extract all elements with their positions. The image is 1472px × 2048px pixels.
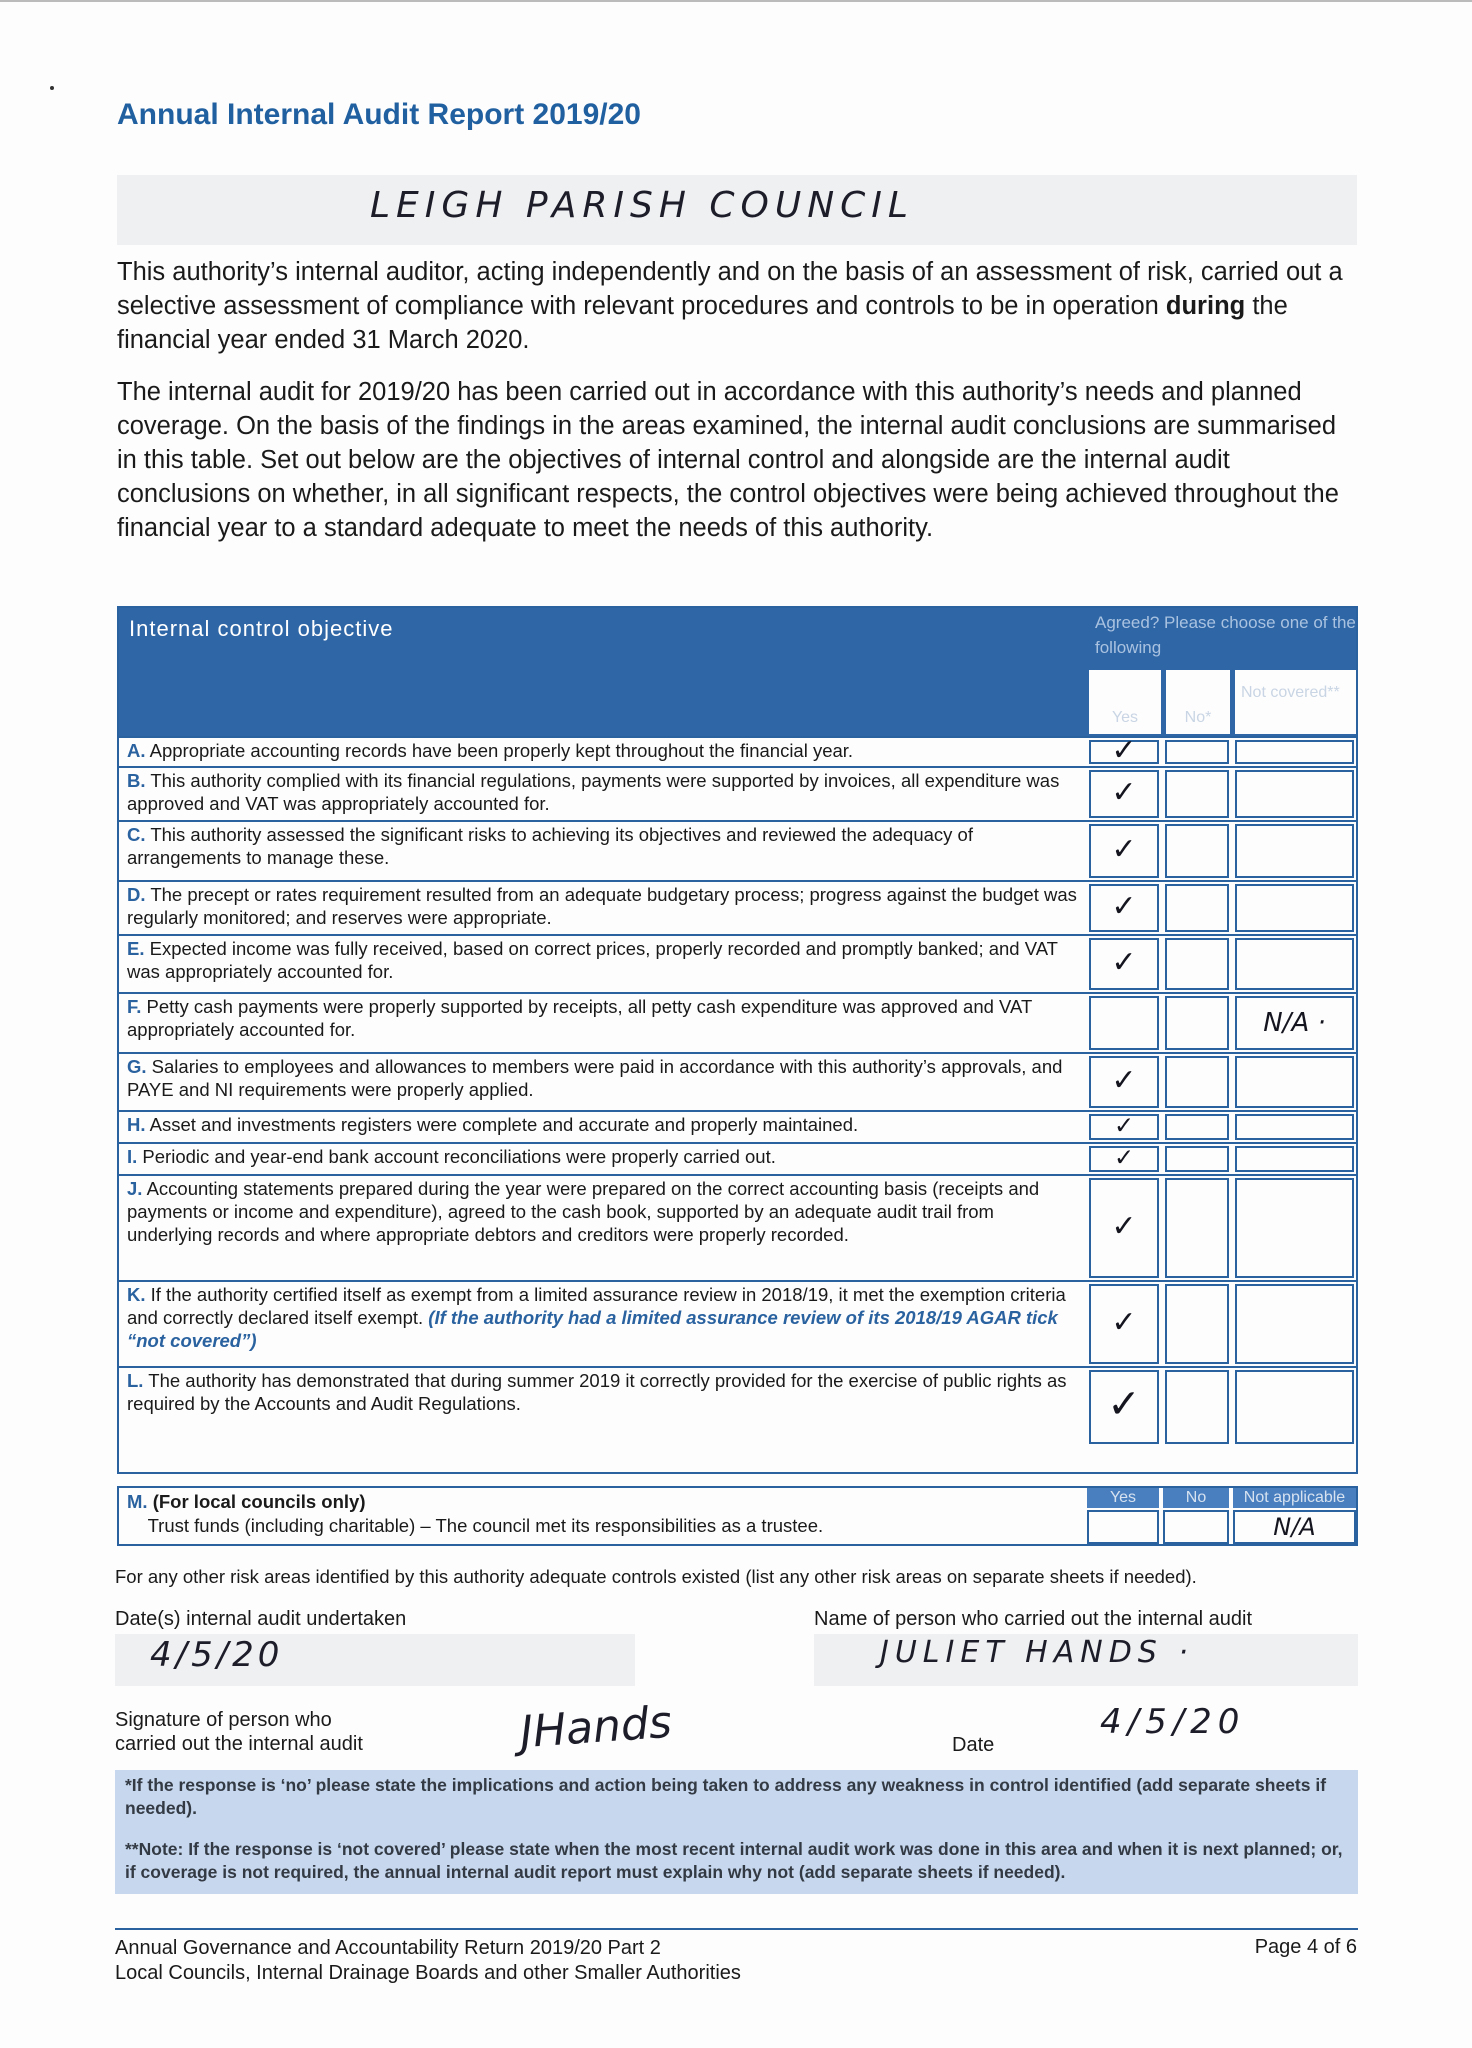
audit-date-value: 4/5/20 <box>150 1635 284 1675</box>
no-checkbox[interactable] <box>1165 824 1229 878</box>
no-checkbox[interactable] <box>1165 1146 1229 1172</box>
checkmark: ✓ <box>1111 1062 1137 1098</box>
not-covered-checkbox[interactable] <box>1235 938 1354 990</box>
yes-checkbox[interactable] <box>1089 1056 1159 1108</box>
yes-checkbox[interactable] <box>1089 1370 1159 1444</box>
table-row-l: L. The authority has demonstrated that during summer 2019 it correctly provided for the exercise of public rights as required by the Accounts and Audit Regulations. ✓ <box>119 1366 1356 1472</box>
footer-divider <box>115 1928 1358 1930</box>
checkmark: ✓ <box>1113 1111 1135 1140</box>
note-not-covered: **Note: If the response is ‘not covered’ please state when the most recent internal audit work was done in this area and when it is next planned; or, if coverage is not required, the annual internal audit report must explain why not (add separate sheets if needed). <box>125 1839 1343 1882</box>
checkmark: ✓ <box>1111 944 1137 980</box>
no-checkbox[interactable] <box>1165 938 1229 990</box>
not-covered-checkbox[interactable] <box>1235 1056 1354 1108</box>
table-row-e: E. Expected income was fully received, based on correct prices, properly recorded and promptly banked; and VAT was appropriately accounted for. ✓ <box>119 934 1356 992</box>
not-covered-checkbox[interactable] <box>1235 884 1354 932</box>
table-row-g: G. Salaries to employees and allowances to members were paid in accordance with this authority’s approvals, and PAYE and NI requirements were properly applied. ✓ <box>119 1052 1356 1110</box>
header-not-covered: Not covered** <box>1235 670 1356 734</box>
trust-funds-row: M. (For local councils only) Trust funds (including charitable) – The council met its responsibilities as a trustee. Yes No Not applicable N/A <box>117 1486 1358 1546</box>
not-covered-checkbox[interactable] <box>1235 824 1354 878</box>
date-label: Date <box>952 1734 995 1756</box>
no-checkbox[interactable] <box>1165 1284 1229 1364</box>
no-checkbox[interactable] <box>1165 1370 1229 1444</box>
header-agreed: Agreed? Please choose one of the following <box>1095 613 1356 657</box>
not-covered-checkbox[interactable] <box>1235 1114 1354 1140</box>
page-title: Annual Internal Audit Report 2019/20 <box>117 98 641 131</box>
checkmark: ✓ <box>1111 831 1137 867</box>
not-covered-checkbox[interactable] <box>1235 996 1354 1050</box>
yes-checkbox[interactable] <box>1089 1111 1159 1140</box>
signature-label: Signature of person who carried out the internal audit <box>115 1709 363 1755</box>
m-no-checkbox[interactable] <box>1163 1510 1229 1544</box>
m-yes-checkbox[interactable] <box>1087 1510 1159 1544</box>
table-row-f: F. Petty cash payments were properly supported by receipts, all petty cash expenditure was approved and VAT appropriately accounted for. N/A · <box>119 992 1356 1052</box>
yes-checkbox[interactable] <box>1089 824 1159 878</box>
checkmark: ✓ <box>1111 1304 1137 1340</box>
top-edge-line <box>0 0 1472 2</box>
not-covered-checkbox[interactable] <box>1235 1178 1354 1278</box>
no-checkbox[interactable] <box>1165 1178 1229 1278</box>
checkmark: ✓ <box>1111 888 1137 924</box>
signature: JHands <box>518 1696 674 1759</box>
table-row-b: B. This authority complied with its financial regulations, payments were supported by invoices, all expenditure was approved and VAT was appropriately accounted for. ✓ <box>119 766 1356 820</box>
yes-checkbox[interactable] <box>1089 938 1159 990</box>
yes-checkbox[interactable] <box>1089 1178 1159 1278</box>
table-row-a: A. Appropriate accounting records have been properly kept throughout the financial year. ✓ <box>119 736 1356 766</box>
yes-checkbox[interactable] <box>1089 770 1159 818</box>
control-objectives-table <box>117 606 1358 1474</box>
no-checkbox[interactable] <box>1165 1114 1229 1140</box>
m-na-checkbox[interactable] <box>1233 1510 1356 1544</box>
m-header-na: Not applicable <box>1233 1488 1356 1508</box>
checkmark: ✓ <box>1111 774 1137 810</box>
dates-label: Date(s) internal audit undertaken <box>115 1608 407 1630</box>
not-covered-checkbox[interactable] <box>1235 740 1354 764</box>
table-header <box>119 608 1356 736</box>
no-checkbox[interactable] <box>1165 884 1229 932</box>
table-row-j: J. Accounting statements prepared during the year were prepared on the correct accounting basis (receipts and payments or income and expenditure), agreed to the cash book, supported by an adequate audit trail from underlying records and where appropriate debtors and creditors were properly recorded. ✓ <box>119 1174 1356 1280</box>
auditor-name-label: Name of person who carried out the internal audit <box>814 1608 1253 1630</box>
yes-checkbox[interactable] <box>1089 884 1159 932</box>
header-no: No* <box>1166 670 1230 734</box>
page-number: Page 4 of 6 <box>1254 1936 1357 1958</box>
table-row-k: K. If the authority certified itself as exempt from a limited assurance review in 2018/19, it met the exemption criteria and correctly declared itself exempt. (If the authority had a limited assurance review of its 2018/19 AGAR tick “not covered”) ✓ <box>119 1280 1356 1366</box>
m-header-no: No <box>1163 1488 1229 1508</box>
checkmark: ✓ <box>1111 1208 1137 1244</box>
not-covered-checkbox[interactable] <box>1235 1284 1354 1364</box>
m-header-yes: Yes <box>1087 1488 1159 1508</box>
authority-name: LEIGH PARISH COUNCIL <box>370 185 914 226</box>
intro-paragraph-2: The internal audit for 2019/20 has been carried out in accordance with this authority’s needs and planned coverage. On the basis of the findings in the areas examined, the internal audit conclusions are summarised in this table. Set out below are the objectives of internal control and alongside are the internal audit conclusions on whether, in all significant respects, the control objectives were being achieved throughout the financial year to a standard adequate to meet the needs of this authority. <box>117 378 1339 542</box>
table-row-i: I. Periodic and year-end bank account reconciliations were properly carried out. ✓ <box>119 1142 1356 1174</box>
na-mark: N/A · <box>1263 1008 1326 1038</box>
checkmark: ✓ <box>1107 1381 1141 1428</box>
header-yes: Yes <box>1089 670 1161 734</box>
footer-text: Annual Governance and Accountability Return 2019/20 Part 2 Local Councils, Internal Drainage Boards and other Smaller Authorities <box>115 1937 741 1984</box>
yes-checkbox[interactable] <box>1089 996 1159 1050</box>
no-checkbox[interactable] <box>1165 996 1229 1050</box>
auditor-name-value: JULIET HANDS · <box>880 1635 1194 1670</box>
signature-date-value: 4/5/20 <box>1100 1702 1246 1742</box>
checkmark: ✓ <box>1111 732 1137 768</box>
not-covered-checkbox[interactable] <box>1235 1370 1354 1444</box>
na-mark: N/A <box>1273 1513 1316 1541</box>
no-checkbox[interactable] <box>1165 740 1229 764</box>
scan-speck <box>50 86 54 90</box>
other-risks-text: For any other risk areas identified by this authority adequate controls existed (list any other risk areas on separate sheets if needed). <box>115 1566 1197 1587</box>
yes-checkbox[interactable] <box>1089 1284 1159 1364</box>
table-row-h: H. Asset and investments registers were complete and accurate and properly maintained. ✓ <box>119 1110 1356 1142</box>
no-checkbox[interactable] <box>1165 770 1229 818</box>
table-row-d: D. The precept or rates requirement resulted from an adequate budgetary process; progress against the budget was regularly monitored; and reserves were appropriate. ✓ <box>119 880 1356 934</box>
checkmark: ✓ <box>1113 1143 1135 1172</box>
notes-box <box>115 1770 1358 1894</box>
yes-checkbox[interactable] <box>1089 1143 1159 1172</box>
no-checkbox[interactable] <box>1165 1056 1229 1108</box>
not-covered-checkbox[interactable] <box>1235 770 1354 818</box>
table-row-c: C. This authority assessed the significant risks to achieving its objectives and reviewed the adequacy of arrangements to manage these. ✓ <box>119 820 1356 880</box>
intro-paragraph-1: This authority’s internal auditor, acting independently and on the basis of an assessment of risk, carried out a selective assessment of compliance with relevant procedures and controls to be in operation during the financial year ended 31 March 2020. <box>117 258 1343 354</box>
header-objective: Internal control objective <box>129 616 394 641</box>
note-no-response: *If the response is ‘no’ please state the implications and action being taken to address any weakness in control identified (add separate sheets if needed). <box>125 1775 1327 1818</box>
not-covered-checkbox[interactable] <box>1235 1146 1354 1172</box>
yes-checkbox[interactable] <box>1089 732 1159 768</box>
